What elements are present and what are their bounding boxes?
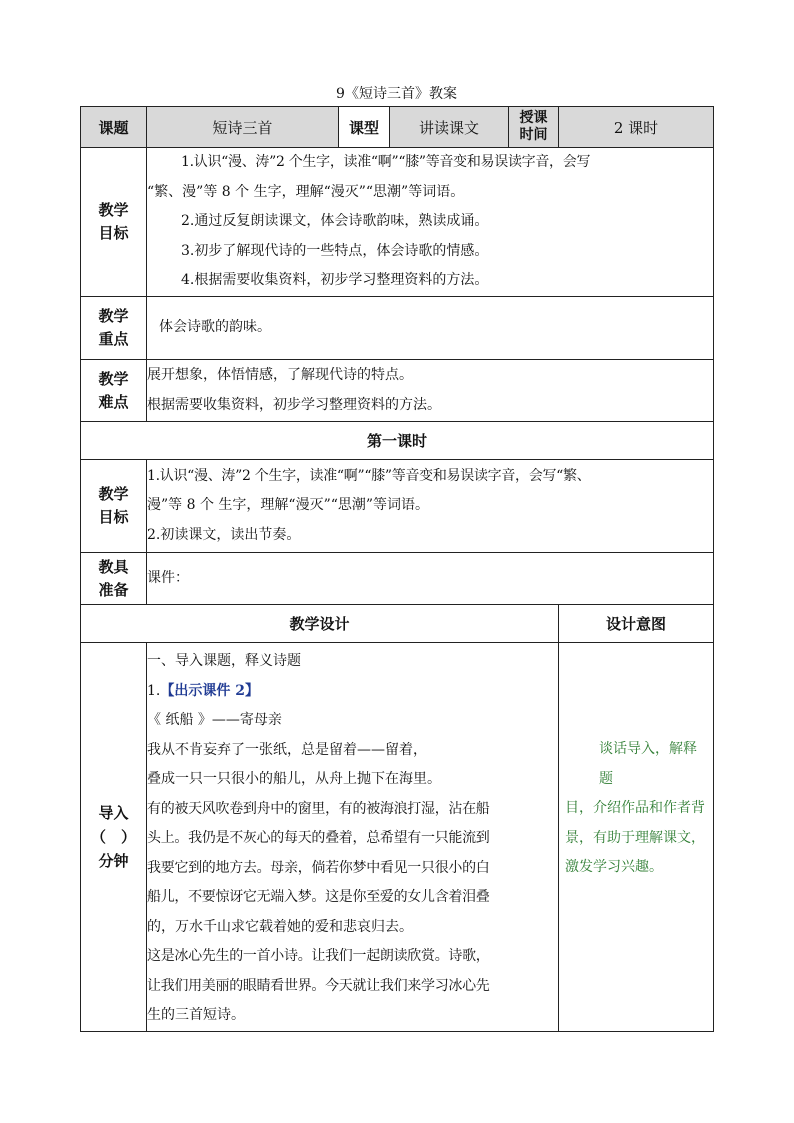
goal-line: 4.根据需要收集资料，初步学习整理资料的方法。 — [181, 272, 489, 289]
key-points-content — [147, 297, 714, 360]
courseware-callout: 【出示课件 2】 — [160, 682, 259, 699]
topic-label: 课题 — [81, 107, 147, 148]
design-intent-cell — [559, 643, 714, 1032]
design-header-left: 教学设计 — [81, 605, 559, 643]
intro-row — [81, 643, 714, 1032]
key-points-label-line2: 重点 — [98, 330, 129, 348]
lesson-plan-table — [80, 106, 714, 1032]
key-points-label-line1: 教学 — [98, 307, 129, 325]
tools-text: 课件： — [147, 569, 189, 586]
design-intent-line: 谈话导入，解释题 — [599, 741, 697, 787]
lesson1-goals-row — [81, 460, 714, 553]
tools-row — [81, 553, 714, 605]
time-value: 2 课时 — [559, 107, 714, 148]
type-value: 讲读课文 — [390, 107, 509, 148]
goal-line: “繁、漫”等 8 个 生字，理解“漫灭”“思潮”等词语。 — [147, 183, 465, 200]
key-points-row — [81, 297, 714, 360]
key-points-text: 体会诗歌的韵味。 — [159, 319, 271, 336]
lesson1-goal-line: 1.认识“漫、涛”2 个生字，读准“啊”“膝”等音变和易误读字音，会写“繁、 — [147, 467, 591, 484]
intro-line: 有的被天风吹卷到舟中的窗里，有的被海浪打湿，沾在船 — [147, 800, 490, 817]
lesson1-goals-label — [81, 460, 147, 553]
intro-content — [147, 643, 559, 1032]
goals-label-line1: 教学 — [98, 201, 129, 219]
tools-label-line1: 教具 — [98, 557, 129, 576]
topic-value: 短诗三首 — [147, 107, 339, 148]
design-intent-line: 目，介绍作品和作者背 — [565, 800, 705, 816]
header-row — [81, 107, 714, 148]
goal-line: 3.初步了解现代诗的一些特点，体会诗歌的情感。 — [181, 242, 489, 259]
design-header-row — [81, 605, 714, 643]
lesson1-heading: 第一课时 — [81, 422, 714, 460]
goal-line: 1.认识“漫、涛”2 个生字，读准“啊”“膝”等音变和易误读字音，会写 — [181, 154, 591, 171]
lesson1-goals-content — [147, 460, 714, 553]
key-points-label — [81, 297, 147, 360]
intro-line: 这是冰心先生的一首小诗。让我们一起朗读欣赏。诗歌， — [147, 948, 490, 964]
document-title: 9《短诗三首》教案 — [336, 86, 457, 102]
type-label: 课型 — [339, 107, 390, 148]
intro-line: 一、导入课题，释义诗题 — [147, 653, 301, 669]
intro-line: 《 纸船 》——寄母亲 — [147, 712, 282, 728]
goals-label-line2: 目标 — [98, 224, 129, 242]
time-label-line2: 时间 — [519, 127, 548, 143]
intro-line: 让我们用美丽的眼睛看世界。今天就让我们来学习冰心先 — [147, 977, 490, 994]
intro-line: 的，万水千山求它载着她的爱和悲哀归去。 — [147, 918, 413, 935]
lesson1-goal-line: 2.初读课文，读出节奏。 — [147, 526, 301, 543]
time-label — [509, 107, 559, 148]
tools-content — [147, 553, 714, 605]
intro-label-line1: 导入 — [98, 803, 129, 822]
time-label-line1: 授课 — [519, 110, 548, 126]
difficulty-line: 根据需要收集资料，初步学习整理资料的方法。 — [147, 396, 441, 413]
lesson1-goals-label-line1: 教学 — [98, 485, 129, 503]
goals-content — [147, 148, 714, 297]
difficulties-content — [147, 360, 714, 422]
intro-line: 我从不肯妄弃了一张纸，总是留着——留着， — [147, 741, 427, 758]
goals-label — [81, 148, 147, 297]
design-intent-line: 激发学习兴趣。 — [565, 859, 663, 875]
tools-label-line2: 准备 — [98, 580, 129, 599]
difficulties-row — [81, 360, 714, 422]
intro-line-number: 1. — [147, 682, 161, 699]
difficulties-label — [81, 360, 147, 422]
lesson1-goal-line: 漫”等 8 个 生字，理解“漫灭”“思潮”等词语。 — [147, 497, 430, 514]
intro-label-line2: （ ） — [90, 827, 136, 846]
design-header-right: 设计意图 — [559, 605, 714, 643]
difficulties-label-line1: 教学 — [98, 369, 129, 388]
intro-line: 生的三首短诗。 — [147, 1007, 245, 1023]
intro-line: 头上。我仍是不灰心的每天的叠着，总希望有一只能流到 — [147, 830, 490, 846]
goal-line: 2.通过反复朗读课文，体会诗歌韵味，熟读成诵。 — [181, 213, 489, 230]
lesson1-goals-label-line2: 目标 — [98, 508, 129, 526]
tools-label — [81, 553, 147, 605]
intro-line: 船儿，不要惊讶它无端入梦。这是你至爱的女儿含着泪叠 — [147, 889, 490, 905]
difficulties-label-line2: 难点 — [98, 392, 129, 411]
intro-line: 叠成一只一只很小的船儿，从舟上抛下在海里。 — [147, 771, 441, 787]
intro-label-line3: 分钟 — [98, 851, 129, 870]
goals-row — [81, 148, 714, 297]
difficulty-line: 展开想象，体悟情感，了解现代诗的特点。 — [147, 367, 413, 383]
design-intent-line: 景，有助于理解课文， — [565, 829, 705, 846]
lesson1-heading-row — [81, 422, 714, 460]
intro-line: 我要它到的地方去。母亲，倘若你梦中看见一只很小的白 — [147, 859, 490, 876]
intro-line-callout — [147, 677, 558, 707]
intro-label — [81, 643, 147, 1032]
